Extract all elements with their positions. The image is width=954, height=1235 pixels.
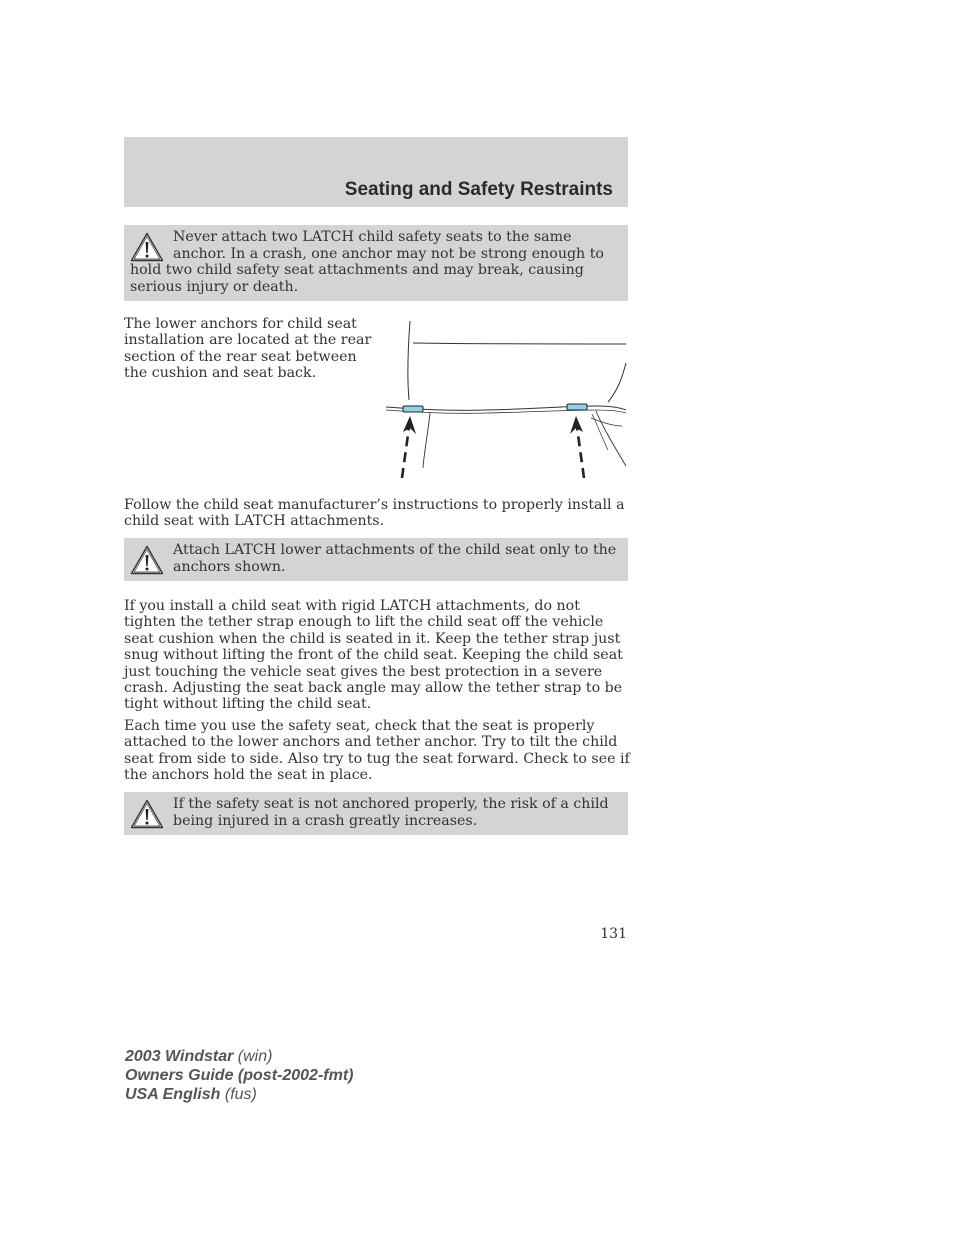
paragraph-rigid-latch: If you install a child seat with rigid LATCH attachments, do not tighten the tether strap enough to lift the child seat off the vehicle seat cushion when the child is seated in it. Keep the tether strap just snug without lifting the front of the child seat. Keeping the child seat just touching the vehicle seat gives the best protection in a severe crash. Adjusting the seat back angle may allow the tether strap to be tight without lifting the child seat. [124, 598, 623, 713]
footer-line-guide [125, 1066, 353, 1085]
footer-line-language [125, 1085, 353, 1104]
paragraph-lower-anchors: The lower anchors for child seat installation are located at the rear section of the rear seat between the cushion and seat back. [124, 316, 372, 382]
paragraph-check-seat: Each time you use the safety seat, check that the seat is properly attached to the lower anchors and tether anchor. Try to tilt the child seat from side to side. Also try to tug the seat forward. Check to see if the anchors hold the seat in place. [124, 718, 630, 784]
footer-guide: Owners Guide (post-2002-fmt) [125, 1067, 354, 1084]
warning-triangle-icon [130, 799, 164, 829]
warning-box-anchor [124, 225, 628, 301]
warning-triangle-icon [130, 232, 164, 262]
warning-triangle-icon [130, 545, 164, 575]
footer-document-info [125, 1047, 353, 1104]
warning-text: Attach LATCH lower attachments of the child seat only to the anchors shown. [173, 542, 617, 575]
warning-box-anchored [124, 792, 628, 835]
header-band [124, 137, 628, 207]
footer-line-model [125, 1047, 353, 1066]
warning-text: If the safety seat is not anchored properly, the risk of a child being injured in a crash greatly increases. [173, 796, 609, 829]
warning-box-latch [124, 538, 628, 581]
paragraph-follow-instructions: Follow the child seat manufacturer’s instructions to properly install a child seat with LATCH attachments. [124, 497, 625, 530]
footer-model-code: (win) [237, 1048, 273, 1065]
latch-anchor-illustration [386, 318, 628, 482]
footer-language-code: (fus) [224, 1086, 257, 1103]
warning-text: Never attach two LATCH child safety seats to the same anchor. In a crash, one anchor may not be strong enough to hold two child safety seat attachments and may break, causing serious injury or death. [130, 229, 604, 295]
footer-language: USA English [125, 1086, 221, 1103]
section-title: Seating and Safety Restraints [344, 179, 613, 200]
page-number: 131 [600, 926, 627, 942]
footer-model: 2003 Windstar [125, 1048, 234, 1065]
